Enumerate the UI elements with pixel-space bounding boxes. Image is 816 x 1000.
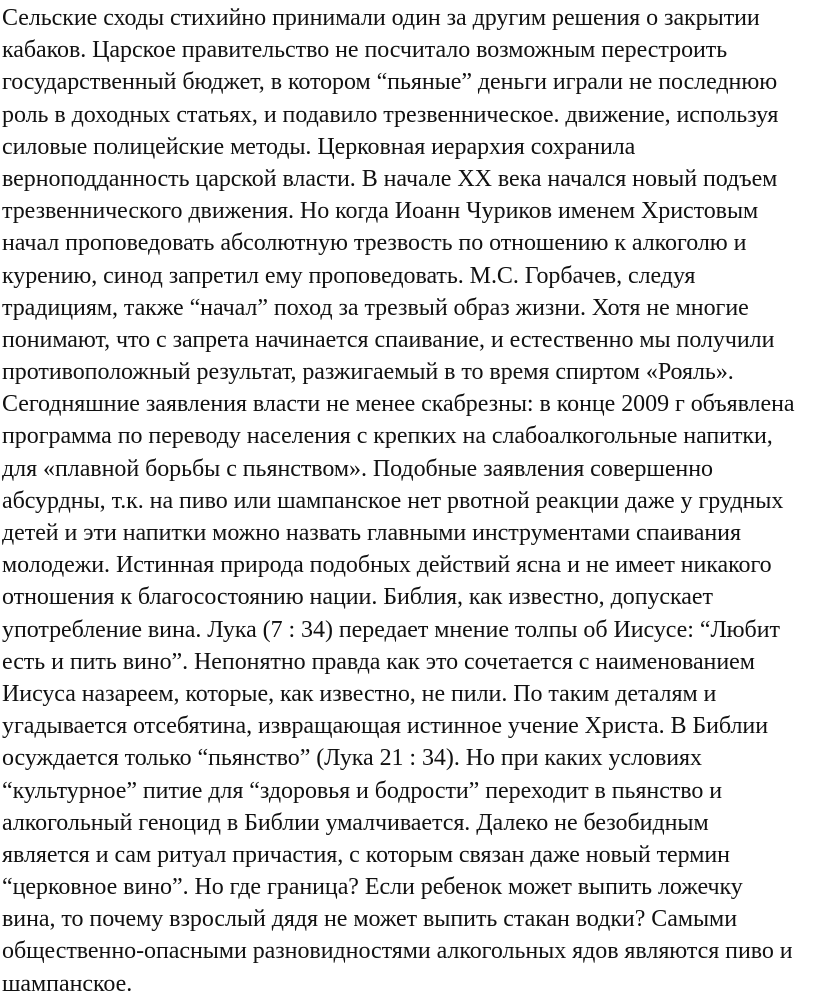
text-line-6: верноподданность царской власти. В начале ХХ века начался новый подъем: [2, 165, 778, 192]
text-line-15: для «плавной борьбы с пьянством». Подобные заявления совершенно: [2, 455, 713, 482]
text-line-8: начал проповедовать абсолютную трезвость по отношению к алкоголю и: [2, 230, 747, 257]
text-line-4: роль в доходных статьях, и подавило трезвенническое. движение, используя: [2, 101, 779, 128]
text-line-12: противоположный результат, разжигаемый в то время спиртом «Рояль».: [2, 359, 734, 386]
text-line-16: абсурдны, т.к. на пиво или шампанское нет рвотной реакции даже у грудных: [2, 487, 784, 514]
text-line-1: Сельские сходы стихийно принимали один за другим решения о закрытии: [2, 5, 760, 31]
text-line-14: программа по переводу населения с крепких на слабоалкогольные напитки,: [2, 423, 773, 450]
text-line-25: “культурное” питие для “здоровья и бодрости” переходит в пьянство и: [2, 777, 723, 804]
text-line-30: общественно-опасными разновидностями алкогольных ядов являются пиво и: [2, 938, 793, 965]
text-line-5: силовые полицейские методы. Церковная иерархия сохранила: [2, 133, 636, 160]
text-line-11: понимают, что с запрета начинается спаивание, и естественно мы получили: [2, 326, 775, 353]
text-line-3: государственный бюджет, в котором “пьяные” деньги играли не последнюю: [2, 69, 778, 96]
text-line-20: употребление вина. Лука (7 : 34) передает мнение толпы об Иисусе: “Любит: [2, 616, 780, 643]
text-line-22: Иисуса назареем, которые, как известно, не пили. По таким деталям и: [2, 680, 717, 707]
text-line-31: шампанское.: [2, 970, 133, 997]
text-line-28: “церковное вино”. Но где граница? Если ребенок может выпить ложечку: [2, 874, 743, 901]
text-line-9: курению, синод запретил ему проповедовать. М.С. Горбачев, следуя: [2, 262, 696, 289]
text-line-7: трезвеннического движения. Но когда Иоанн Чуриков именем Христовым: [2, 198, 759, 225]
text-line-13: Сегодняшние заявления власти не менее скабрезны: в конце 2009 г объявлена: [2, 391, 795, 418]
text-line-21: есть и пить вино”. Непонятно правда как это сочетается с наименованием: [2, 648, 755, 675]
text-line-17: детей и эти напитки можно назвать главными инструментами спаивания: [2, 520, 741, 546]
text-line-10: традициям, также “начал” поход за трезвый образ жизни. Хотя не многие: [2, 294, 749, 321]
body-paragraph: [2, 2, 814, 1000]
text-line-18: молодежи. Истинная природа подобных действий ясна и не имеет никакого: [2, 552, 772, 579]
text-line-2: кабаков. Царское правительство не посчитало возможным перестроить: [2, 37, 728, 64]
text-line-19: отношения к благосостоянию нации. Библия, как известно, допускает: [2, 584, 713, 611]
text-line-24: осуждается только “пьянство” (Лука 21 : 34). Но при каких условиях: [2, 745, 702, 772]
text-line-29: вина, то почему взрослый дядя не может выпить стакан водки? Самыми: [2, 906, 737, 933]
text-line-26: алкогольный геноцид в Библии умалчивается. Далеко не безобидным: [2, 809, 709, 836]
text-line-27: является и сам ритуал причастия, с которым связан даже новый термин: [2, 841, 730, 868]
text-line-23: угадывается отсебятина, извращающая истинное учение Христа. В Библии: [2, 713, 769, 740]
